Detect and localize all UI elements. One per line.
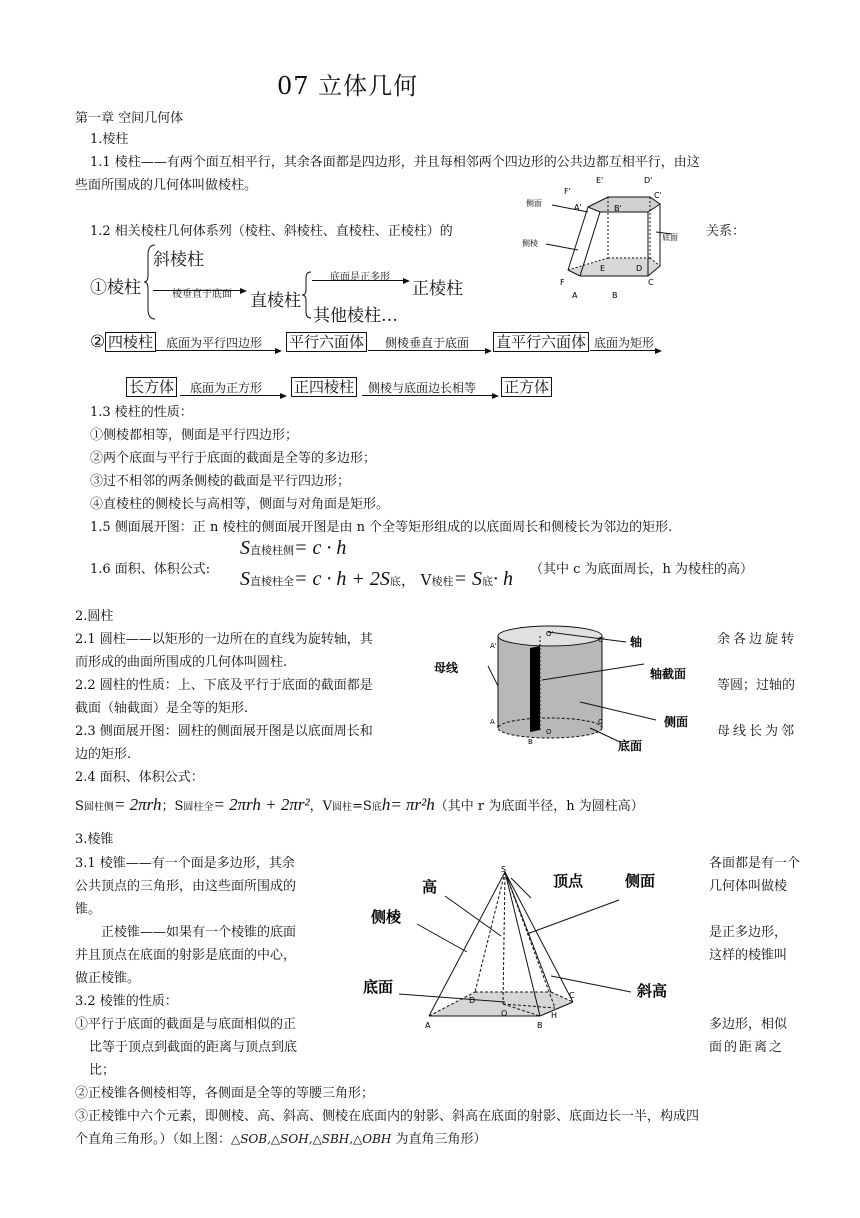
cylinder-line4: 截面（轴截面）是全等的矩形. (75, 701, 249, 716)
cyl-label-base: 底面 (618, 739, 643, 753)
prism-label-edge: 侧棱 (522, 239, 538, 248)
pyr-label-c: C (569, 991, 575, 1000)
prism-label-a: A (572, 291, 578, 300)
pyramid-line8-right: 多边形，相似 (709, 1017, 788, 1032)
pyr-label-side: 侧面 (625, 872, 656, 890)
prism-label-base: 底面 (662, 233, 678, 242)
prism-unfold: 1.5 侧面展开图：正 n 棱柱的侧面展开图是由 n 个全等矩形组成的以底面周长和侧棱长为邻边的矩形. (90, 520, 673, 535)
cyl-label-c1: C' (598, 636, 605, 644)
pyramid-line2: 公共顶点的三角形，由这些面所围成的 (75, 879, 297, 894)
pyr-label-o: O (501, 1009, 508, 1018)
tree-regular-prism: 正棱柱 (412, 279, 463, 299)
prism-label-c1: C' (654, 191, 662, 200)
chain1-cond3: 底面为矩形 (594, 336, 655, 350)
prism-property-4: ④直棱柱的侧棱长与高相等，侧面与对角面是矩形。 (90, 497, 390, 512)
pyramid-line6: 做正棱锥。 (75, 971, 141, 986)
cyl-label-generatrix: 母线 (434, 661, 459, 675)
cylinder-line5: 2.3 侧面展开图：圆柱的侧面展开图是以底面周长和 (75, 724, 373, 739)
chain1-start: ② (90, 332, 106, 352)
pyr-label-height: 高 (422, 878, 438, 896)
pyramid-figure (355, 862, 700, 1032)
pyr-label-apex: 顶点 (553, 872, 584, 890)
prism-figure (520, 172, 700, 302)
pyr-label-h: H (551, 1011, 558, 1020)
chain2-cond1: 底面为正方形 (190, 381, 263, 395)
pyramid-line3: 锥。 (75, 902, 102, 917)
prism-property-1: ①侧棱都相等，侧面是平行四边形； (90, 428, 299, 443)
tree-right-prism: 直棱柱 (250, 291, 301, 311)
pyr-label-edge: 侧棱 (371, 908, 402, 926)
pyramid-line4-right: 是正多边形， (709, 925, 788, 940)
pyramid-line7: 3.2 棱锥的性质： (75, 994, 178, 1009)
tree-cond2: 底面是正多形 (330, 272, 390, 283)
cyl-label-o: O (546, 728, 552, 736)
chain1-arrow1 (155, 350, 280, 351)
pyramid-line9-right: 面的距离之 (709, 1040, 785, 1055)
prism-formula-lateral: S直棱柱侧= c · h (240, 537, 347, 559)
cylinder-line3: 2.2 圆柱的性质：上、下底及平行于底面的截面都是 (75, 678, 373, 693)
pyramid-line5-right: 这样的棱锥叫 (709, 948, 788, 963)
prism-label-side: 侧面 (526, 199, 542, 208)
page-title: 07 立体几何 (277, 72, 419, 100)
cylinder-line3-right: 等圆；过轴的 (717, 678, 796, 693)
pyramid-line9: 比等于顶点到截面的距离与顶点到底 (89, 1040, 298, 1055)
pyramid-line10: 比； (89, 1063, 116, 1078)
prism-properties-heading: 1.3 棱柱的性质： (90, 405, 193, 420)
cylinder-line1: 2.1 圆柱——以矩形的一边所在的直线为旋转轴，其 (75, 632, 373, 647)
tree-arrow2 (312, 280, 408, 281)
prism-definition-line2: 些面所围成的几何体叫做棱柱。 (75, 178, 258, 193)
prism-definition-line1: 1.1 棱柱——有两个面互相平行，其余各面都是四边形，并且每相邻两个四边形的公共边都互相平行，由这 (90, 155, 700, 170)
cyl-label-axial-section: 轴截面 (650, 667, 687, 681)
pyramid-line4: 正棱锥——如果有一个棱锥的底面 (101, 925, 297, 940)
chain1-node1: 四棱柱 (105, 332, 156, 352)
chapter-heading: 第一章 空间几何体 (75, 111, 184, 126)
cyl-label-a1: A' (490, 642, 497, 650)
chain2-cond2: 侧棱与底面边长相等 (368, 381, 477, 395)
prism-label-e: E (600, 264, 606, 273)
prism-label-a1: A' (574, 203, 582, 212)
chain1-cond2: 侧棱垂直于底面 (385, 336, 470, 350)
cyl-label-a: A (490, 718, 495, 726)
cyl-label-c: C (598, 718, 603, 726)
pyramid-line2-right: 几何体叫做棱 (709, 879, 788, 894)
cylinder-line2: 而形成的曲面所围成的几何体叫圆柱. (75, 655, 288, 670)
pyramid-line8: ①平行于底面的截面是与底面相似的正 (75, 1017, 297, 1032)
pyramid-line1: 3.1 棱锥——有一个面是多边形，其余 (75, 856, 295, 871)
section-cylinder-heading: 2.圆柱 (75, 609, 114, 624)
chain2-node3: 正方体 (501, 377, 552, 397)
prism-property-3: ③过不相邻的两条侧棱的截面是平行四边形； (90, 474, 351, 489)
pyramid-line13: 个直角三角形。）（如上图：△SOB,△SOH,△SBH,△OBH 为直角三角形） (75, 1132, 487, 1147)
pyramid-line12: ③正棱锥中六个元素，即侧棱、高、斜高、侧棱在底面内的射影、斜高在底面的射影、底面边长一半，构成四 (75, 1109, 700, 1124)
pyr-label-d: D (469, 996, 476, 1005)
chain1-arrow2 (368, 350, 490, 351)
chain2-arrow2 (362, 395, 497, 396)
prism-formula-note: （其中 c 为底面周长，h 为棱柱的高） (530, 562, 754, 577)
chain1-node2: 平行六面体 (286, 332, 367, 352)
prism-label-f: F (560, 278, 565, 287)
pyr-label-b: B (537, 1021, 543, 1030)
cylinder-line7: 2.4 面积、体积公式： (75, 770, 204, 785)
prism-label-d: D (636, 264, 643, 273)
tree-oblique: 斜棱柱 (153, 250, 204, 270)
pyr-label-a: A (425, 1021, 431, 1030)
prism-label-c: C (648, 278, 654, 287)
prism-relation-intro: 1.2 相关棱柱几何体系列（棱柱、斜棱柱、直棱柱、正棱柱）的 (90, 224, 453, 239)
tree-root: ①棱柱 (90, 278, 141, 298)
section-pyramid-heading: 3.棱锥 (75, 832, 114, 847)
prism-formula-total: S直棱柱全= c · h + 2S底， V棱柱= S底· h (240, 568, 513, 590)
cyl-label-o1: O' (546, 630, 554, 638)
tree-cond1: 棱垂直于底面 (172, 289, 232, 300)
chain1-arrow3 (590, 350, 660, 351)
pyramid-line11: ②正棱锥各侧棱相等，各侧面是全等的等腰三角形； (75, 1086, 375, 1101)
cylinder-line5-right: 母线长为邻 (717, 724, 798, 739)
cyl-label-axis: 轴 (630, 635, 643, 649)
chain1-node3: 直平行六面体 (493, 332, 589, 352)
pyr-label-slant: 斜高 (637, 982, 668, 1000)
chain2-arrow1 (180, 395, 285, 396)
cylinder-figure (430, 620, 710, 760)
prism-label-b1: B' (614, 204, 622, 213)
prism-label-b: B (612, 291, 618, 300)
tree-arrow1 (153, 290, 245, 291)
chain2-node2: 正四棱柱 (291, 377, 357, 397)
pyr-label-base: 底面 (363, 978, 394, 996)
cyl-label-b1: B' (530, 648, 537, 656)
tree-brace-2 (301, 270, 313, 320)
prism-relation-tail: 关系： (706, 224, 746, 239)
prism-label-d1: D' (644, 176, 653, 185)
pyramid-line5: 并且顶点在底面的射影是底面的中心， (75, 948, 297, 963)
pyr-label-s: S (501, 865, 507, 874)
cyl-label-side: 侧面 (664, 715, 689, 729)
chain2-node1: 长方体 (126, 377, 177, 397)
tree-other-prism: 其他棱柱… (313, 306, 398, 326)
chain1-cond1: 底面为平行四边形 (166, 336, 263, 350)
cylinder-line1-right: 余各边旋转 (717, 632, 798, 647)
prism-label-f1: F' (564, 187, 571, 196)
pyramid-line1-right: 各面都是有一个 (709, 856, 801, 871)
cylinder-line6: 边的矩形. (75, 747, 132, 762)
prism-label-e1: E' (596, 176, 604, 185)
prism-property-2: ②两个底面与平行于底面的截面是全等的多边形； (90, 451, 377, 466)
cylinder-formula: S圆柱侧= 2πrh；S圆柱全= 2πrh + 2πr²，V圆柱=S底h= πr²h（其中 r 为底面半径，h 为圆柱高） (75, 795, 644, 814)
section-prism-heading: 1.棱柱 (90, 132, 129, 147)
prism-formula-label: 1.6 面积、体积公式: (90, 562, 211, 577)
cyl-label-b: B (528, 738, 533, 746)
